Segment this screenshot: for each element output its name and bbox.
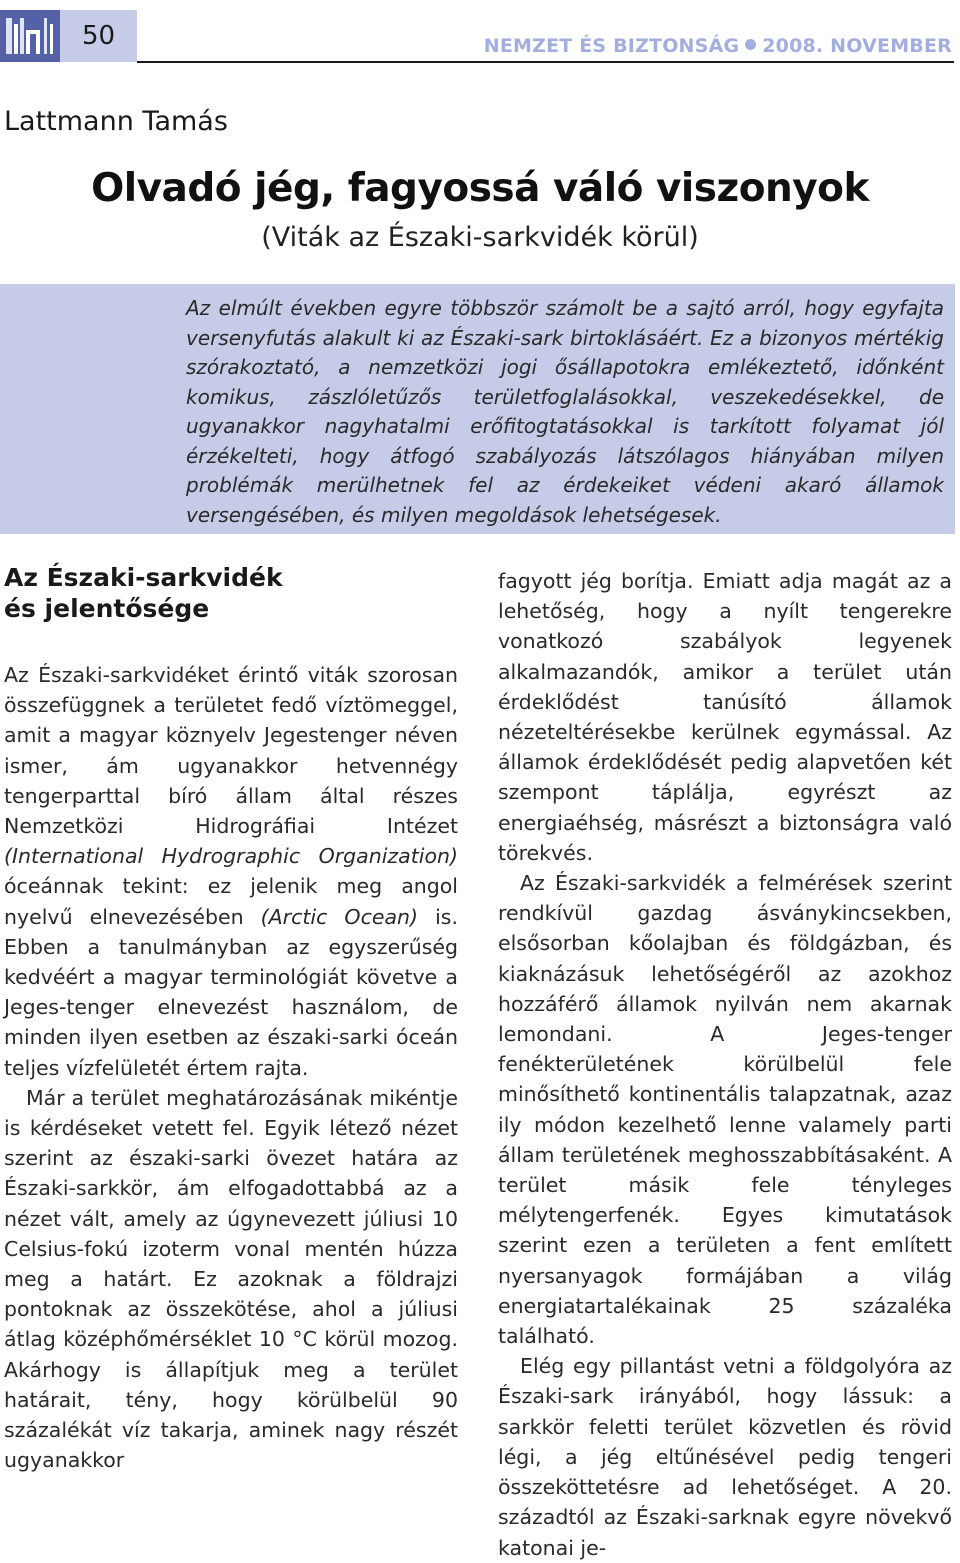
paragraph-text: Az Északi-sarkvidéket érintő viták szorosan összefüggnek a területet fedő víztömeggel, amit a magyar köznyelv Jegestenger néven ismer, ám ugyanakkor hetvennégy tengerparttal bíró állam által részes Nemzetközi Hidrográfiai Intézet [4, 663, 458, 839]
body-paragraph: Az Északi-sarkvidék a felmérések szerint rendkívül gazdag ásványkincsekben, elsősorban kőolajban és földgázban, és kiaknázásuk lehetőségéről az azokhoz hozzáférő államok nyilván nem akarnak lemondani. A Jeges-tenger fenékterületének körülbelül fele minősíthető kontinentális talapzatnak, azaz ily módon kezelhető lenne valamely parti állam területének meghosszabbításaként. A terület másik fele tényleges mélytengerfenék. Egyes kimutatások szerint ezen a területen a fent említett nyersanyagok formájában a világ energiatartalékainak 25 százaléka található. [498, 871, 952, 1349]
body-paragraph [4, 660, 458, 1083]
article-subtitle: (Viták az Északi-sarkvidék körül) [261, 222, 699, 253]
body-column-right [498, 566, 952, 1563]
paragraph-text: óceánnak tekint: ez jelenik meg angol nyelvű elnevezésében [4, 874, 458, 929]
bullet-dot-icon [745, 39, 756, 50]
journal-logo-icon [0, 10, 60, 62]
running-head-journal: NEMZET ÉS BIZTONSÁG [483, 35, 740, 57]
article-abstract: Az elmúlt években egyre többször számolt be a sajtó arról, hogy egyfajta versenyfutás alakult ki az Északi-sark birtoklásáért. Ez a bizonyos mértékig szórakoztató, a nemzetközi jogi ősállapotokra emlékeztető, időnként komikus, zászlóletűzős területfoglalásokkal, veszekedésekkel, de ugyanakkor nagyhatalmi erőfitogtatásokkal is tarkított folyamat jól érzékelteti, hogy átfogó szabályozás látszólagos hiányában milyen problémák merülhetnek fel az érdekeiket védeni akaró államok versengésében, és milyen megoldások lehetségesek. [186, 296, 944, 527]
body-paragraph: Elég egy pillantást vetni a földgolyóra az Északi-sark irányából, hogy lássuk: a sarkkör feletti terület közvetlen és rövid légi, a jég eltűnésével pedig tengeri összeköttetésre ad lehetőséget. A 20. századtól az Északi-sarknak egyre növekvő katonai je- [498, 1354, 952, 1560]
header-rule [137, 61, 954, 63]
page-number: 50 [60, 10, 137, 62]
body-paragraph: fagyott jég borítja. Emiatt adja magát az a lehetőség, hogy a nyílt tengerekre vonatkozó szabályok legyenek alkalmazandók, amikor a terület után érdeklődést tanúsító államok nézeteltérésekbe kerülnek egymással. Az államok érdeklődését pedig alapvetően két szempont táplálja, egyrészt az energiaéhség, másrészt a biztonságra való törekvés. [498, 569, 952, 865]
paragraph-italic: (International Hydrographic Organization) [4, 844, 458, 869]
section-heading-line2: és jelentősége [4, 594, 210, 623]
running-head-date: 2008. NOVEMBER [762, 35, 952, 57]
section-heading [4, 562, 458, 624]
body-column-left [4, 562, 458, 1475]
paragraph-text: is. Ebben a tanulmányban az egyszerűség kedvéért a magyar terminológiát követve a Jeges-tenger elnevezést használom, de minden ilyen esetben az északi-sarki óceán teljes vízfelületét értem rajta. [4, 904, 458, 1080]
article-author: Lattmann Tamás [4, 106, 228, 137]
section-heading-line1: Az Északi-sarkvidék [4, 563, 283, 592]
article-title: Olvadó jég, fagyossá váló viszonyok [91, 166, 869, 211]
body-paragraph: Már a terület meghatározásának mikéntje is kérdéseket vetett fel. Egyik létező nézet szerint az északi-sarki övezet határa az Északi-sarkkör, ám elfogadottabbá az a nézet vált, amely az úgynevezett júliusi 10 Celsius-fokú izoterm vonal mentén húzza meg a határt. Ez azoknak a földrajzi pontoknak az összekötése, ahol a júliusi átlag középhőmérséklet 10 °C körül mozog. Akárhogy is állapítjuk meg a terület határait, tény, hogy körülbelül 90 százalékát víz takarja, aminek nagy részét ugyanakkor [4, 1085, 458, 1473]
paragraph-italic: (Arctic Ocean) [260, 904, 419, 929]
running-head [484, 35, 952, 57]
